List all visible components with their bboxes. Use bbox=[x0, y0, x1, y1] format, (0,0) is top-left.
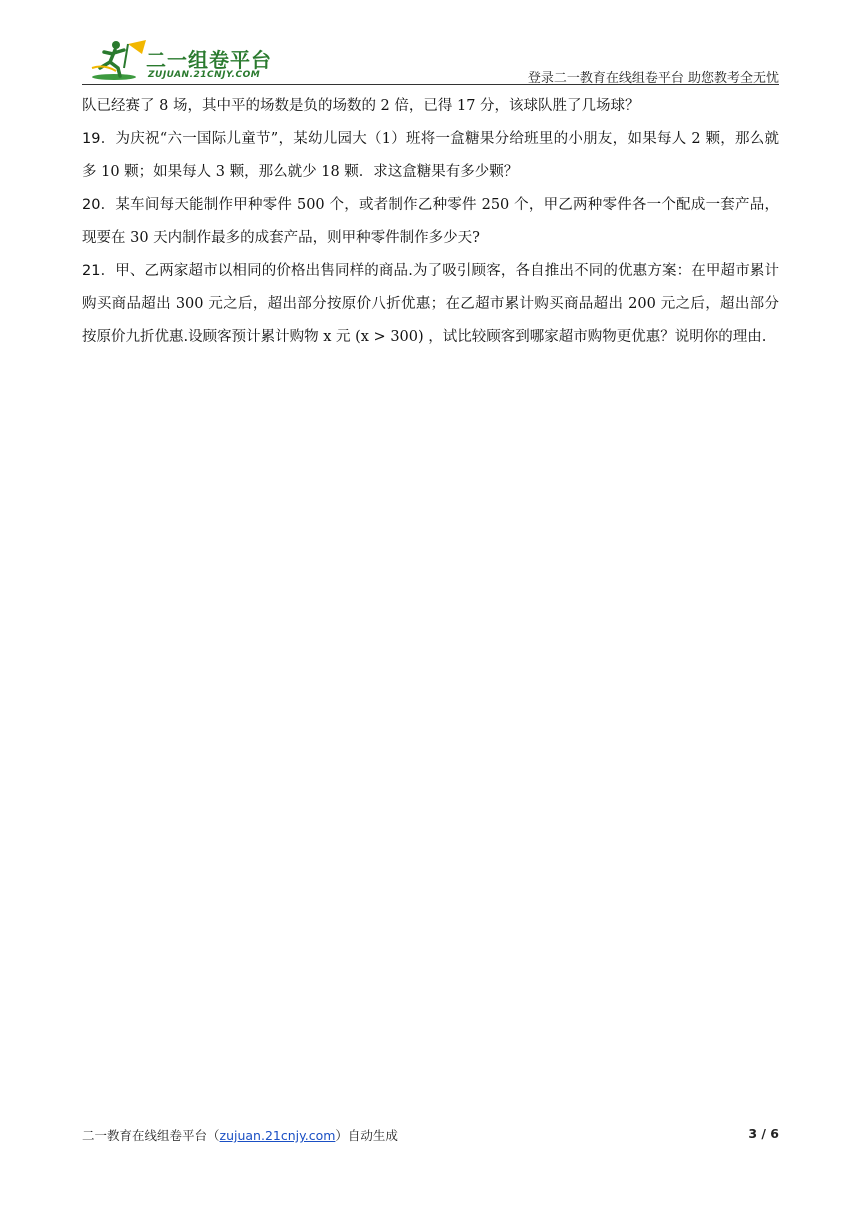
question-20 bbox=[82, 189, 779, 255]
footer-link[interactable]: zujuan.21cnjy.com bbox=[219, 1128, 336, 1143]
question-number: 19． bbox=[82, 131, 116, 147]
footer-prefix: 二一教育在线组卷平台（ bbox=[82, 1128, 220, 1143]
platform-logo[interactable] bbox=[82, 34, 282, 84]
question-continued bbox=[82, 90, 779, 123]
question-text: 甲、乙两家超市以相同的价格出售同样的商品.为了吸引顾客，各自推出不同的优惠方案：在甲超市累计购买商品超出 300 元之后，超出部分按原价八折优惠；在乙超市累计购买商品超出 200 元之后，超出部分按原价九折优惠.设顾客预计累计购物 x 元 (x > 300) ，试比较顾客到哪家超市购物更优惠？说明你的理由. bbox=[82, 263, 779, 345]
question-19 bbox=[82, 123, 779, 189]
runner-logo-icon bbox=[90, 38, 148, 82]
page-header bbox=[82, 34, 779, 86]
header-slogan: 登录二一教育在线组卷平台 助您教考全无忧 bbox=[527, 71, 779, 86]
question-text: 队已经赛了 8 场，其中平的场数是负的场数的 2 倍，已得 17 分，该球队胜了几场球？ bbox=[82, 98, 640, 114]
page-number: 3 / 6 bbox=[748, 1126, 779, 1141]
question-list bbox=[82, 90, 779, 354]
header-divider bbox=[82, 84, 779, 85]
question-text: 某车间每天能制作甲种零件 500 个，或者制作乙种零件 250 个，甲乙两种零件各一个配成一套产品，现要在 30 天内制作最多的成套产品，则甲种零件制作多少天? bbox=[82, 197, 779, 246]
footer-source bbox=[82, 1126, 398, 1144]
page-footer bbox=[82, 1126, 779, 1146]
question-number: 21． bbox=[82, 263, 116, 279]
logo-title: 二一组卷平台 bbox=[146, 48, 272, 72]
footer-suffix: ）自动生成 bbox=[335, 1128, 398, 1143]
question-number: 20． bbox=[82, 197, 116, 213]
question-21 bbox=[82, 255, 779, 354]
question-text: 为庆祝“六一国际儿童节”，某幼儿园大（1）班将一盒糖果分给班里的小朋友，如果每人 2 颗，那么就多 10 颗；如果每人 3 颗，那么就少 18 颗．求这盒糖果有多少颗？ bbox=[82, 131, 779, 180]
logo-url: ZUJUAN.21CNJY.COM bbox=[148, 70, 261, 80]
